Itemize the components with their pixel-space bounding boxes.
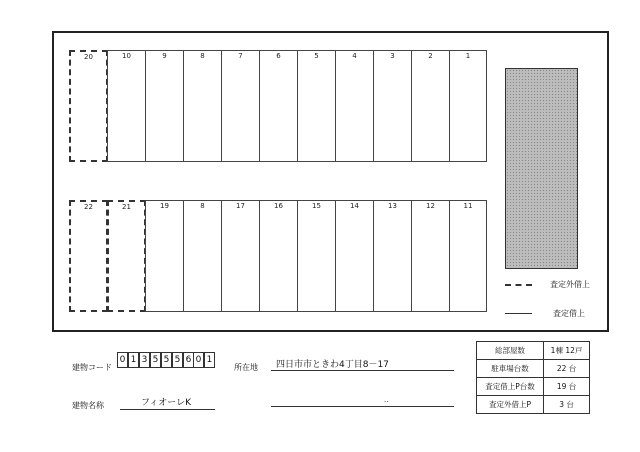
info-value: 3 台: [544, 396, 590, 414]
stall-number: 20: [84, 53, 93, 61]
stall-number: 13: [388, 202, 397, 210]
bottom_row-stall: [69, 200, 108, 312]
stall-number: 1: [465, 52, 471, 60]
info-label: 総部屋数: [477, 342, 544, 360]
info-row: [477, 342, 590, 360]
top_row-stall: [411, 50, 450, 162]
top_row-stall: [259, 50, 298, 162]
info-label: 査定借上P台数: [477, 378, 544, 396]
legend-standard-line: [505, 313, 532, 314]
building-subcode-boxes: [193, 352, 215, 368]
top_row-stall: [183, 50, 222, 162]
top_row-stall: [69, 50, 108, 162]
bottom_row-stall: [183, 200, 222, 312]
building-name-underline: [120, 409, 215, 410]
bottom_row-stall: [107, 200, 146, 312]
top_row-stall: [221, 50, 260, 162]
stall-number: 19: [160, 202, 169, 210]
stall-number: 4: [352, 52, 357, 60]
stall-number: 22: [84, 203, 93, 211]
stall-number: 9: [162, 52, 167, 60]
code-digit: 5: [172, 352, 183, 368]
bottom_row-stall: [297, 200, 336, 312]
building-block: [505, 68, 578, 269]
stall-number: 12: [426, 202, 435, 210]
code-digit: 1: [204, 352, 215, 368]
code-digit: 0: [117, 352, 128, 368]
stall-number: 10: [122, 52, 131, 60]
stall-number: 15: [312, 202, 321, 210]
stall-number: 17: [236, 202, 245, 210]
info-label: 駐車場台数: [477, 360, 544, 378]
code-digit: 5: [150, 352, 161, 368]
bottom_row-stall: [373, 200, 412, 312]
building-name-label: 建物名称: [72, 401, 104, 410]
top_row-stall: [107, 50, 146, 162]
stall-number: 5: [314, 52, 319, 60]
address-value: 四日市市ときわ4丁目8－17: [276, 360, 389, 370]
stall-number: 11: [463, 202, 473, 210]
info-value: 19 台: [544, 378, 590, 396]
info-row: [477, 360, 590, 378]
building-code-boxes: [117, 352, 194, 368]
info-label: 査定外借上P: [477, 396, 544, 414]
bottom_row-stall: [221, 200, 260, 312]
stall-number: 21: [122, 203, 131, 211]
top_row-stall: [335, 50, 374, 162]
info-row: [477, 378, 590, 396]
bottom_row-stall: [411, 200, 450, 312]
bottom_row-stall: [449, 200, 487, 312]
bottom_row-stall: [145, 200, 184, 312]
stall-number: 8: [200, 52, 205, 60]
bottom_row-stall: [259, 200, 298, 312]
info-value: 1棟 12戸: [544, 342, 590, 360]
info-table: [476, 341, 590, 414]
legend-external-label: 査定外借上: [550, 280, 590, 289]
stall-number: 2: [428, 52, 433, 60]
top_row-stall: [145, 50, 184, 162]
second-line-mark: ..: [384, 396, 389, 404]
address-label: 所在地: [234, 363, 258, 372]
top_row-stall: [449, 50, 487, 162]
code-digit: 6: [183, 352, 194, 368]
stall-number: 16: [274, 202, 283, 210]
info-value: 22 台: [544, 360, 590, 378]
code-digit: 0: [193, 352, 204, 368]
top_row-stall: [297, 50, 336, 162]
bottom_row-stall: [335, 200, 374, 312]
info-row: [477, 396, 590, 414]
building-code-label: 建物コード: [72, 363, 112, 372]
second-underline: [271, 406, 454, 407]
code-digit: 1: [128, 352, 139, 368]
stall-number: 8: [200, 202, 205, 210]
top_row-stall: [373, 50, 412, 162]
building-name-value: フィオーレK: [141, 398, 192, 408]
legend-external-line: [505, 284, 532, 286]
legend-standard-label: 査定借上: [553, 309, 585, 318]
code-digit: 5: [161, 352, 172, 368]
stall-number: 14: [350, 202, 359, 210]
address-underline: [271, 370, 454, 371]
stall-number: 7: [238, 52, 243, 60]
stall-number: 3: [390, 52, 395, 60]
stall-number: 6: [276, 52, 281, 60]
code-digit: 3: [139, 352, 150, 368]
